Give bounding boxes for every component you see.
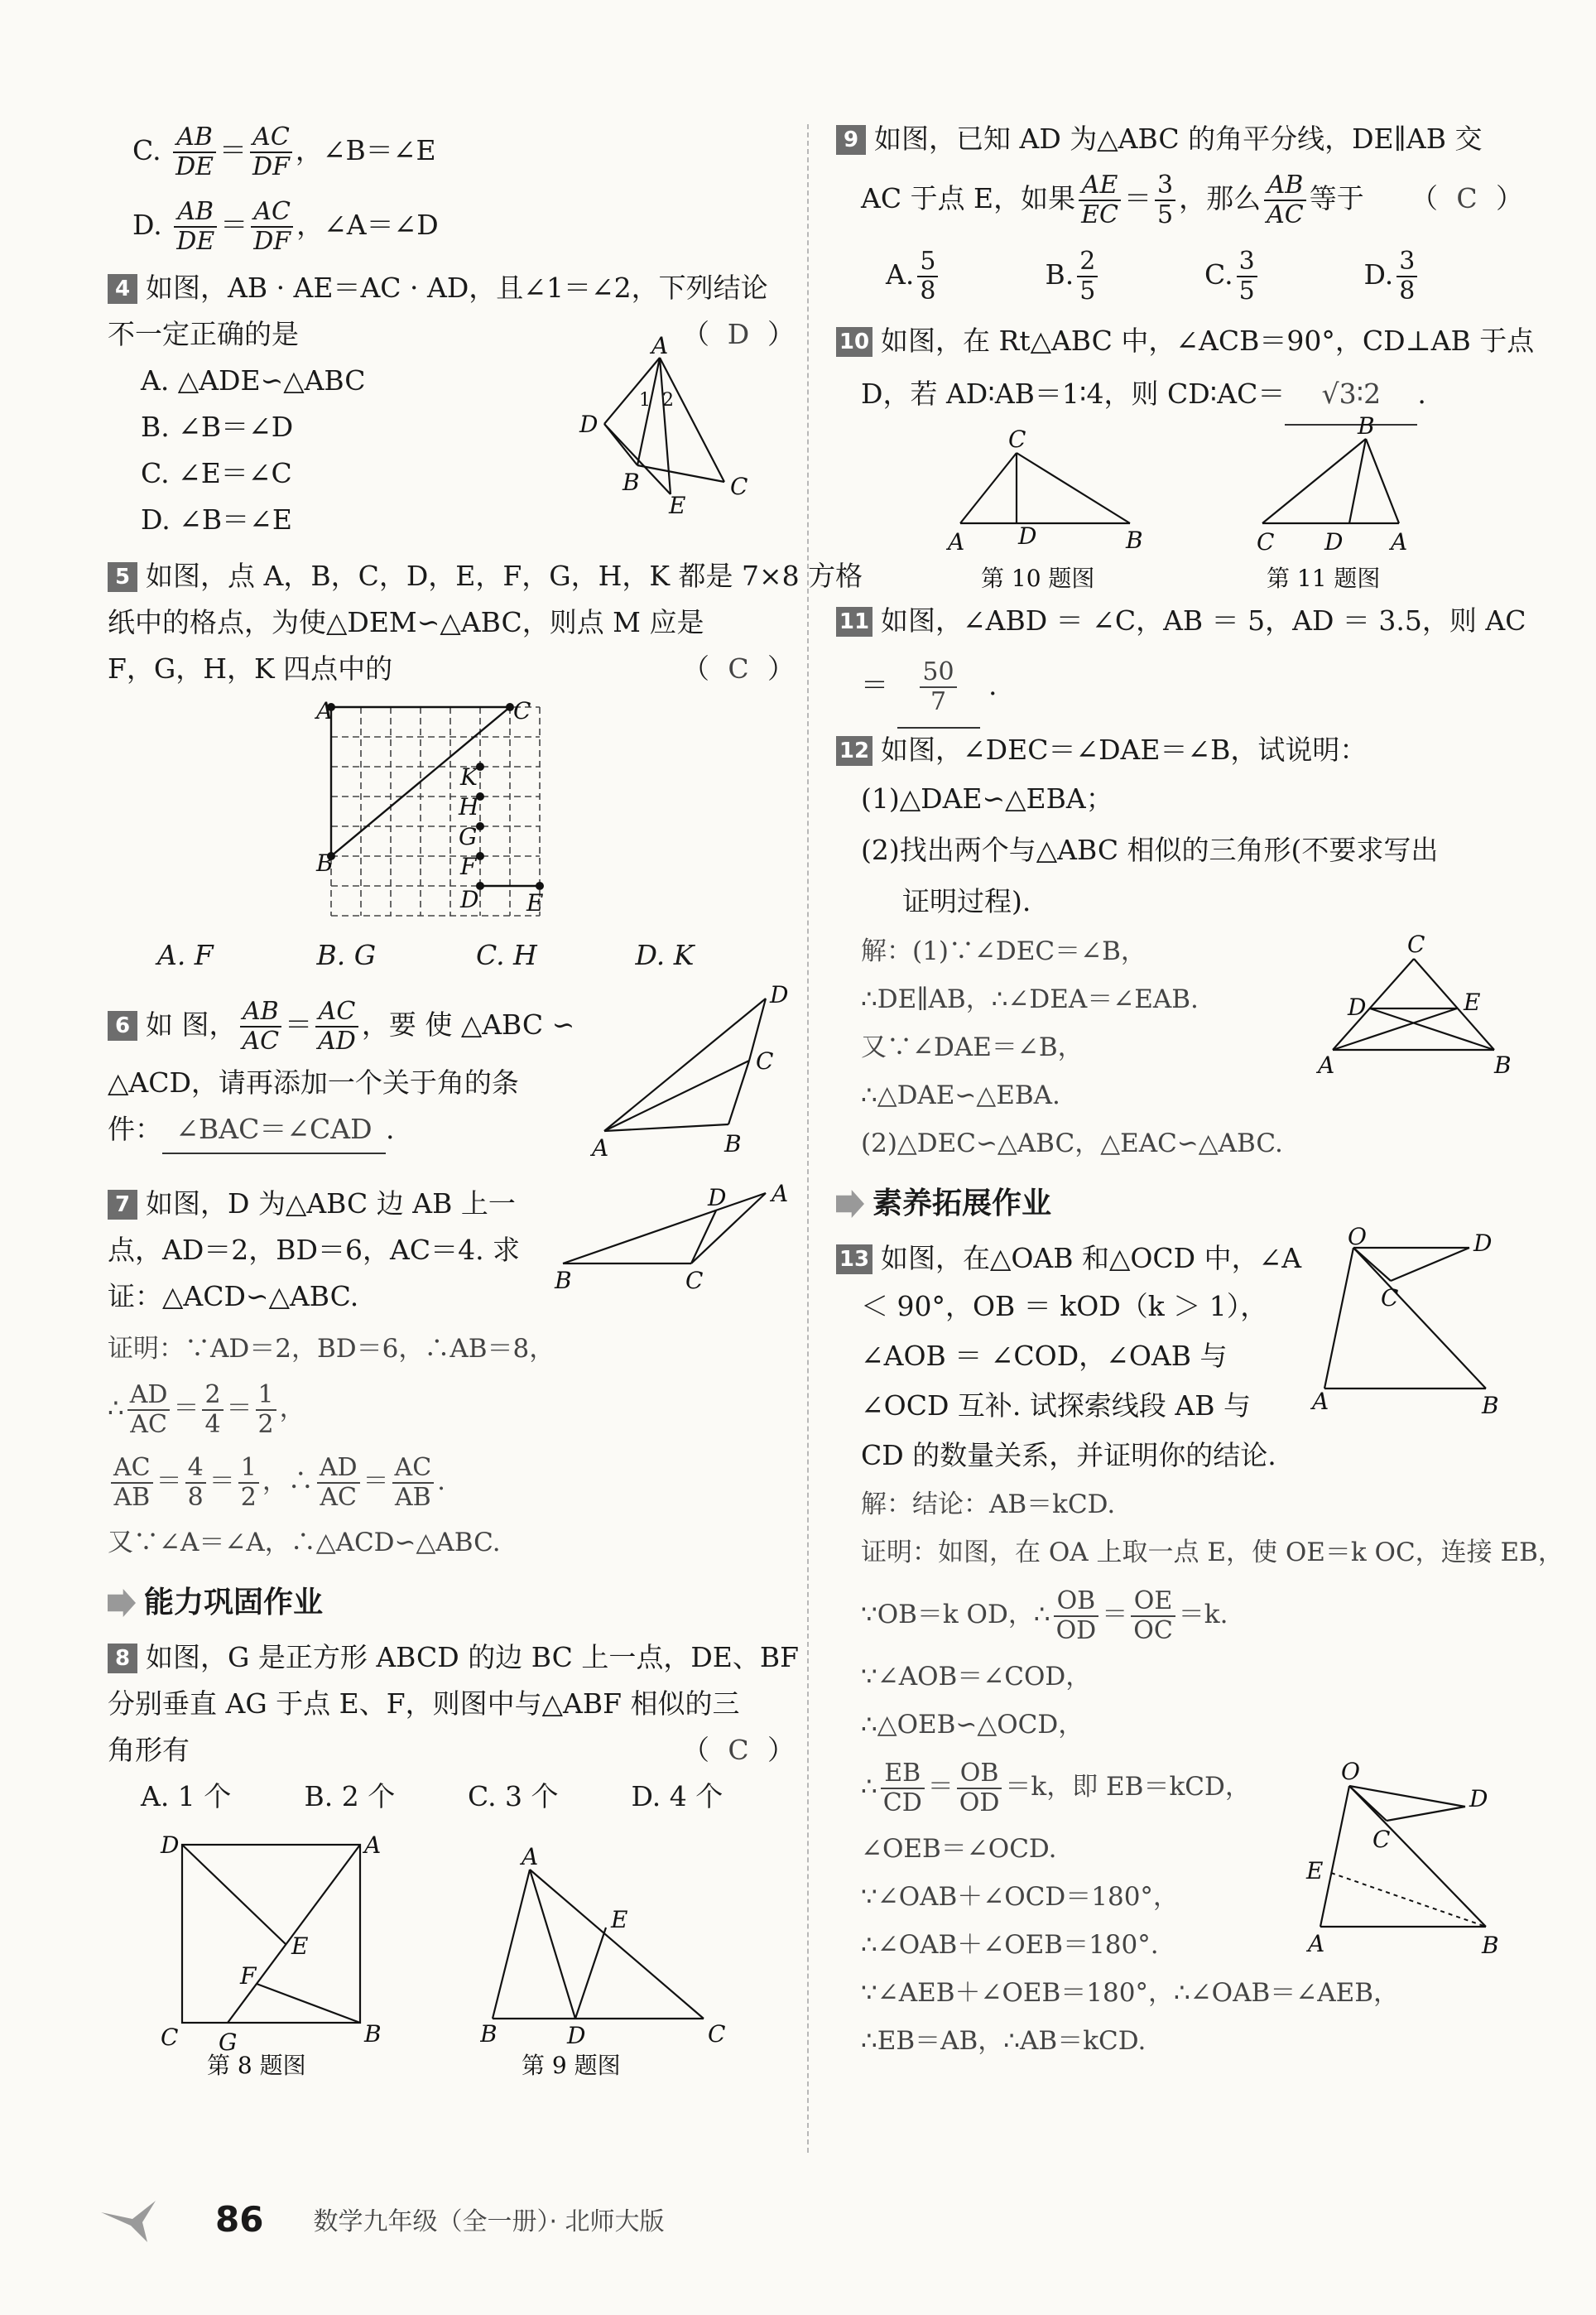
q4-label-angle2: 2 [662,390,674,411]
q9-line1: 9 如图，已知 AD 为△ABC 的角平分线，DE∥AB 交 [836,116,1523,162]
q3-option-c: C. $\frac{AB}{DE}$ ＝ $\frac{AC}{DF}$ ，∠B＝∠E [132,123,436,181]
q11-figure [1225,416,1449,598]
q4-line2: 不一定正确的是 （ D ） [108,311,795,358]
q4-figure [546,333,795,523]
q13-line4: ∠OCD 互补. 试探索线段 AB 与 [861,1389,1251,1422]
q12-label-d: D [1348,994,1367,1021]
q8-option-d: D. 4 个 [631,1780,723,1812]
q4-option-b: B. ∠B＝∠D [141,411,294,443]
q11-label-c: C [1257,528,1275,556]
q7-label-b: B [555,1267,572,1294]
q13b-label-d: D [1469,1785,1488,1812]
q7-label-a: A [772,1181,789,1207]
q9-answer: （ C ） [1411,182,1523,214]
q10-line1: 10 如图，在 Rt△ABC 中，∠ACB＝90°，CD⊥AB 于点 [836,318,1523,364]
q7-line2: 点，AD＝2，BD＝6，AC＝4. 求 [108,1234,521,1266]
question-12 [836,727,1523,1167]
q4-label-b: B [623,469,640,496]
q5-line2: 纸中的格点，为使△DEM∽△ABC，则点 M 应是 [108,606,704,638]
q4-label-c: C [730,473,748,500]
q13a-label-o: O [1348,1223,1367,1250]
q9-line2: AC 于点 E，如果 $\frac{AE}{EC}$ ＝ $\frac{3}{5}$ ，那么 $\frac{AB}{AC}$ 等于 （ C ） [836,162,1523,235]
q13-solution-line8: ∵∠OAB＋∠OCD＝180°， [861,1882,1179,1912]
q8-line1: 8 如图，G 是正方形 ABCD 的边 BC 上一点，DE、BF [108,1634,795,1681]
q11-line2: ＝ $\frac{50}{7}$ . [836,644,1523,727]
q10-line2: D，若 AD∶AB＝1∶4，则 CD∶AC＝ √3∶2 . [836,364,1523,424]
q13-line2: ＜ 90°，OB ＝ kOD（k ＞ 1）， [861,1290,1268,1322]
q13-solution-line3: ∵OB＝k OD，∴ $\frac{OB}{OD}$ ＝ $\frac{OE}{OC}$ ＝k. [861,1586,1228,1645]
question-11 [836,598,1526,727]
q12-solution-line5: (2)△DEC∽△ABC，△EAC∽△ABC. [861,1129,1283,1158]
q4-number-badge: 4 [108,274,137,304]
q12-solution-line4: ∴△DAE∽△EBA. [861,1080,1060,1110]
q12-label-e: E [1464,989,1481,1016]
q9-label-d: D [567,2022,586,2049]
q5-answer: （ C ） [682,652,795,685]
q8-figure-caption: 第 8 题图 [207,2052,306,2077]
q8-option-b: B. 2 个 [304,1780,396,1812]
q11-figure-caption: 第 11 题图 [1267,565,1381,592]
q13-solution-line7: ∠OEB＝∠OCD. [861,1834,1057,1864]
q13a-label-d: D [1473,1230,1493,1257]
q8-label-e: E [291,1932,309,1960]
q12-label-a: A [1318,1052,1335,1079]
q6-line1: 6 如 图， $\frac{AB}{AC}$ ＝ $\frac{AC}{AD}$ ，要 使 △ABC ∽ [108,990,795,1060]
q4-answer: （ D ） [682,318,795,350]
q10-answer-blank: √3∶2 [1285,364,1417,426]
q5-option-c: C. H [476,939,537,971]
section-header-consolidation: 能力巩固作业 [108,1578,795,1628]
q11-label-b: B [1358,416,1375,440]
q8-line2: 分别垂直 AG 于点 E、F，则图中与△ABF 相似的三 [108,1687,740,1720]
q7-number-badge: 7 [108,1190,137,1220]
q7-solution-line2: ∴ $\frac{AD}{AC}$ ＝ $\frac{2}{4}$ ＝ $\frac{1}{2}$ ， [108,1379,305,1439]
q5-label-k: K [460,763,478,791]
section-arrow-icon [108,1589,136,1617]
q13b-label-a: A [1308,1930,1325,1957]
q5-line1: 5 如图，点 A，B，C，D，E，F，G，H，K 都是 7×8 方格 [108,553,795,599]
q11-line1: 11 如图，∠ABD ＝ ∠C，AB ＝ 5，AD ＝ 3.5，则 AC [836,598,1523,644]
question-13 [836,1223,1564,2065]
q5-label-h: H [459,793,479,821]
q8-answer: （ C ） [682,1734,795,1766]
q13a-label-c: C [1381,1284,1399,1312]
q8-q9-figures [108,1828,795,2077]
q13-number-badge: 13 [836,1244,873,1274]
q12-label-b: B [1494,1052,1512,1079]
q8-label-c: C [161,2024,179,2051]
q5-option-a: A. F [157,939,214,971]
q7-line3: 证：△ACD∽△ABC. [108,1280,359,1312]
q6-figure [588,982,795,1164]
q13b-label-e: E [1306,1857,1324,1884]
q13-solution-line6: ∴ $\frac{EB}{CD}$ ＝ $\frac{OB}{OD}$ ＝k，即 EB＝kCD， [861,1758,1251,1817]
q13-solution-line4: ∵∠AOB＝∠COD， [861,1662,1092,1692]
q3-option-d: D. $\frac{AB}{DE}$ ＝ $\frac{AC}{DF}$ ，∠A＝∠D [132,197,439,256]
q5-label-b: B [316,849,334,877]
q5-label-d: D [460,886,479,913]
q5-number-badge: 5 [108,562,137,592]
q13-line5: CD 的数量关系，并证明你的结论. [861,1439,1276,1471]
question-10 [836,318,1535,598]
q5-option-d: D. K [635,939,695,971]
q10-label-c: C [1008,426,1026,453]
q13-line1: 13 如图，在△OAB 和△OCD 中，∠A [836,1235,1523,1282]
q13b-label-o: O [1341,1761,1360,1785]
q8-label-f: F [240,1962,257,1990]
q7-solution-line1: 证明：∵AD＝2，BD＝6，∴AB＝8， [108,1334,555,1364]
q12-number-badge: 12 [836,736,873,766]
q5-label-g: G [459,823,478,850]
q6-label-a: A [592,1134,609,1162]
q4-label-e: E [669,492,686,519]
q13a-label-b: B [1482,1392,1499,1419]
page-number: 86 [215,2198,264,2240]
question-9 [836,116,1523,318]
q5-option-b: B. G [316,939,377,971]
q12-line1: 12 如图，∠DEC＝∠DAE＝∠B，试说明： [836,727,1523,773]
q13a-label-a: A [1312,1388,1329,1415]
q4-option-d: D. ∠B＝∠E [141,503,292,536]
q13-line3: ∠AOB ＝ ∠COD，∠OAB 与 [861,1340,1228,1372]
question-4 [108,265,795,553]
q5-line3: F，G，H，K 四点中的 （ C ） [108,646,795,692]
q9-figure [480,1845,753,2077]
q12-part1: (1)△DAE∽△EBA； [861,782,1113,815]
q7-label-c: C [685,1267,704,1294]
q5-label-c: C [513,697,531,724]
q12-label-c: C [1407,934,1425,958]
q4-label-a: A [651,333,669,359]
q13-solution-line2: 证明：如图，在 OA 上取一点 E，使 OE＝k OC，连接 EB， [861,1538,1564,1567]
q6-label-c: C [756,1047,774,1075]
q13b-label-c: C [1372,1826,1391,1853]
q9-figure-caption: 第 9 题图 [522,2052,621,2077]
q13-solution-line1: 解：结论：AB＝kCD. [861,1490,1116,1519]
q11-label-d: D [1324,528,1344,556]
q13-figure-bottom [1300,1761,1523,1976]
q6-number-badge: 6 [108,1011,137,1041]
q11-label-a: A [1391,528,1408,556]
q5-label-a: A [316,697,334,724]
section-arrow-icon [836,1190,864,1218]
q13-solution-line9: ∴∠OAB＋∠OEB＝180°. [861,1930,1159,1960]
q12-solution-line1: 解：(1)∵∠DEC＝∠B， [861,936,1147,966]
q12-figure [1308,934,1523,1100]
q9-options [836,235,1523,318]
q7-figure [546,1181,795,1297]
q7-label-d: D [708,1184,727,1211]
q9-option-d: D. $\frac{3}{8}$ [1364,249,1524,304]
book-title: 数学九年级（全一册）· 北师大版 [313,2207,665,2236]
q8-label-a: A [364,1831,382,1859]
q9-label-c: C [708,2020,726,2048]
q6-label-d: D [770,982,789,1008]
q9-option-c: C. $\frac{3}{5}$ [1204,249,1364,304]
q4-line1: 4 如图，AB · AE＝AC · AD，且∠1＝∠2，下列结论 [108,265,795,311]
q5-grid-figure [315,692,596,932]
q8-option-c: C. 3 个 [468,1780,559,1812]
bird-logo-icon [99,2194,157,2244]
q9-label-e: E [611,1906,628,1933]
q13-solution-line10: ∵∠AEB＋∠OEB＝180°，∴∠OAB＝∠AEB， [861,1978,1400,2008]
q4-option-a: A. △ADE∽△ABC [141,364,366,397]
q13-figure-top [1308,1223,1523,1446]
q12-solution-line2: ∴DE∥AB，∴∠DEA＝∠EAB. [861,984,1199,1014]
q6-answer-blank: ∠BAC＝∠CAD [162,1106,386,1154]
q8-figure [157,1828,472,2077]
page-footer [99,2194,665,2244]
q9-number-badge: 9 [836,125,866,155]
question-8 [108,1634,800,2077]
q12-part2-line1: (2)找出两个与△ABC 相似的三角形(不要求写出 [861,834,1439,866]
q8-label-b: B [364,2020,382,2048]
q8-label-g: G [219,2029,238,2056]
q9-option-b: B. $\frac{2}{5}$ [1046,249,1205,304]
q8-option-a: A. 1 个 [141,1780,232,1812]
column-divider [807,124,809,2153]
q10-figure [935,424,1159,598]
q5-label-e: E [526,889,544,917]
q13-solution-line5: ∴△OEB∽△OCD， [861,1710,1084,1740]
q7-line1: 7 如图，D 为△ABC 边 AB 上一 [108,1181,795,1227]
q7-solution-line3: $\frac{AC}{AB}$ ＝ $\frac{4}{8}$ ＝ $\frac{1}{2}$ ，∴ $\frac{AD}{AC}$ ＝ $\frac{AC}{AB}$ . [108,1444,795,1518]
q8-options [108,1774,795,1828]
question-7 [108,1181,795,1567]
q13-solution-line11: ∴EB＝AB，∴AB＝kCD. [861,2026,1147,2056]
q8-label-d: D [161,1831,180,1859]
q12-part2-line2: 证明过程). [902,885,1031,917]
q6-line3: 件： ∠BAC＝∠CAD . [108,1106,795,1154]
q12-solution-line3: 又∵∠DAE＝∠B， [861,1032,1084,1062]
q11-number-badge: 11 [836,607,873,637]
q9-option-a: A. $\frac{5}{8}$ [886,249,1046,304]
q10-label-b: B [1126,527,1143,554]
q7-solution-line4: 又∵∠A＝∠A，∴△ACD∽△ABC. [108,1528,501,1557]
q4-option-c: C. ∠E＝∠C [141,457,292,489]
q13b-label-b: B [1482,1932,1499,1959]
q6-label-b: B [724,1130,742,1158]
q8-line3: 角形有 （ C ） [108,1727,795,1774]
q10-label-a: A [948,528,965,556]
q10-number-badge: 10 [836,327,873,357]
q4-label-angle1: 1 [639,390,651,411]
q9-label-b: B [480,2020,498,2048]
q10-q11-figures [836,416,1523,598]
q5-figure-area [108,692,795,932]
q10-label-d: D [1018,522,1037,550]
section-header-extension: 素养拓展作业 [836,1179,1523,1229]
q8-number-badge: 8 [108,1644,137,1673]
right-column [836,116,1564,2065]
q4-label-d: D [579,411,598,438]
q9-label-a: A [522,1845,539,1870]
q5-label-f: F [460,853,477,880]
q6-line2: △ACD，请再添加一个关于角的条 [108,1066,519,1099]
q10-figure-caption: 第 10 题图 [981,565,1095,592]
question-6 [108,982,795,1181]
